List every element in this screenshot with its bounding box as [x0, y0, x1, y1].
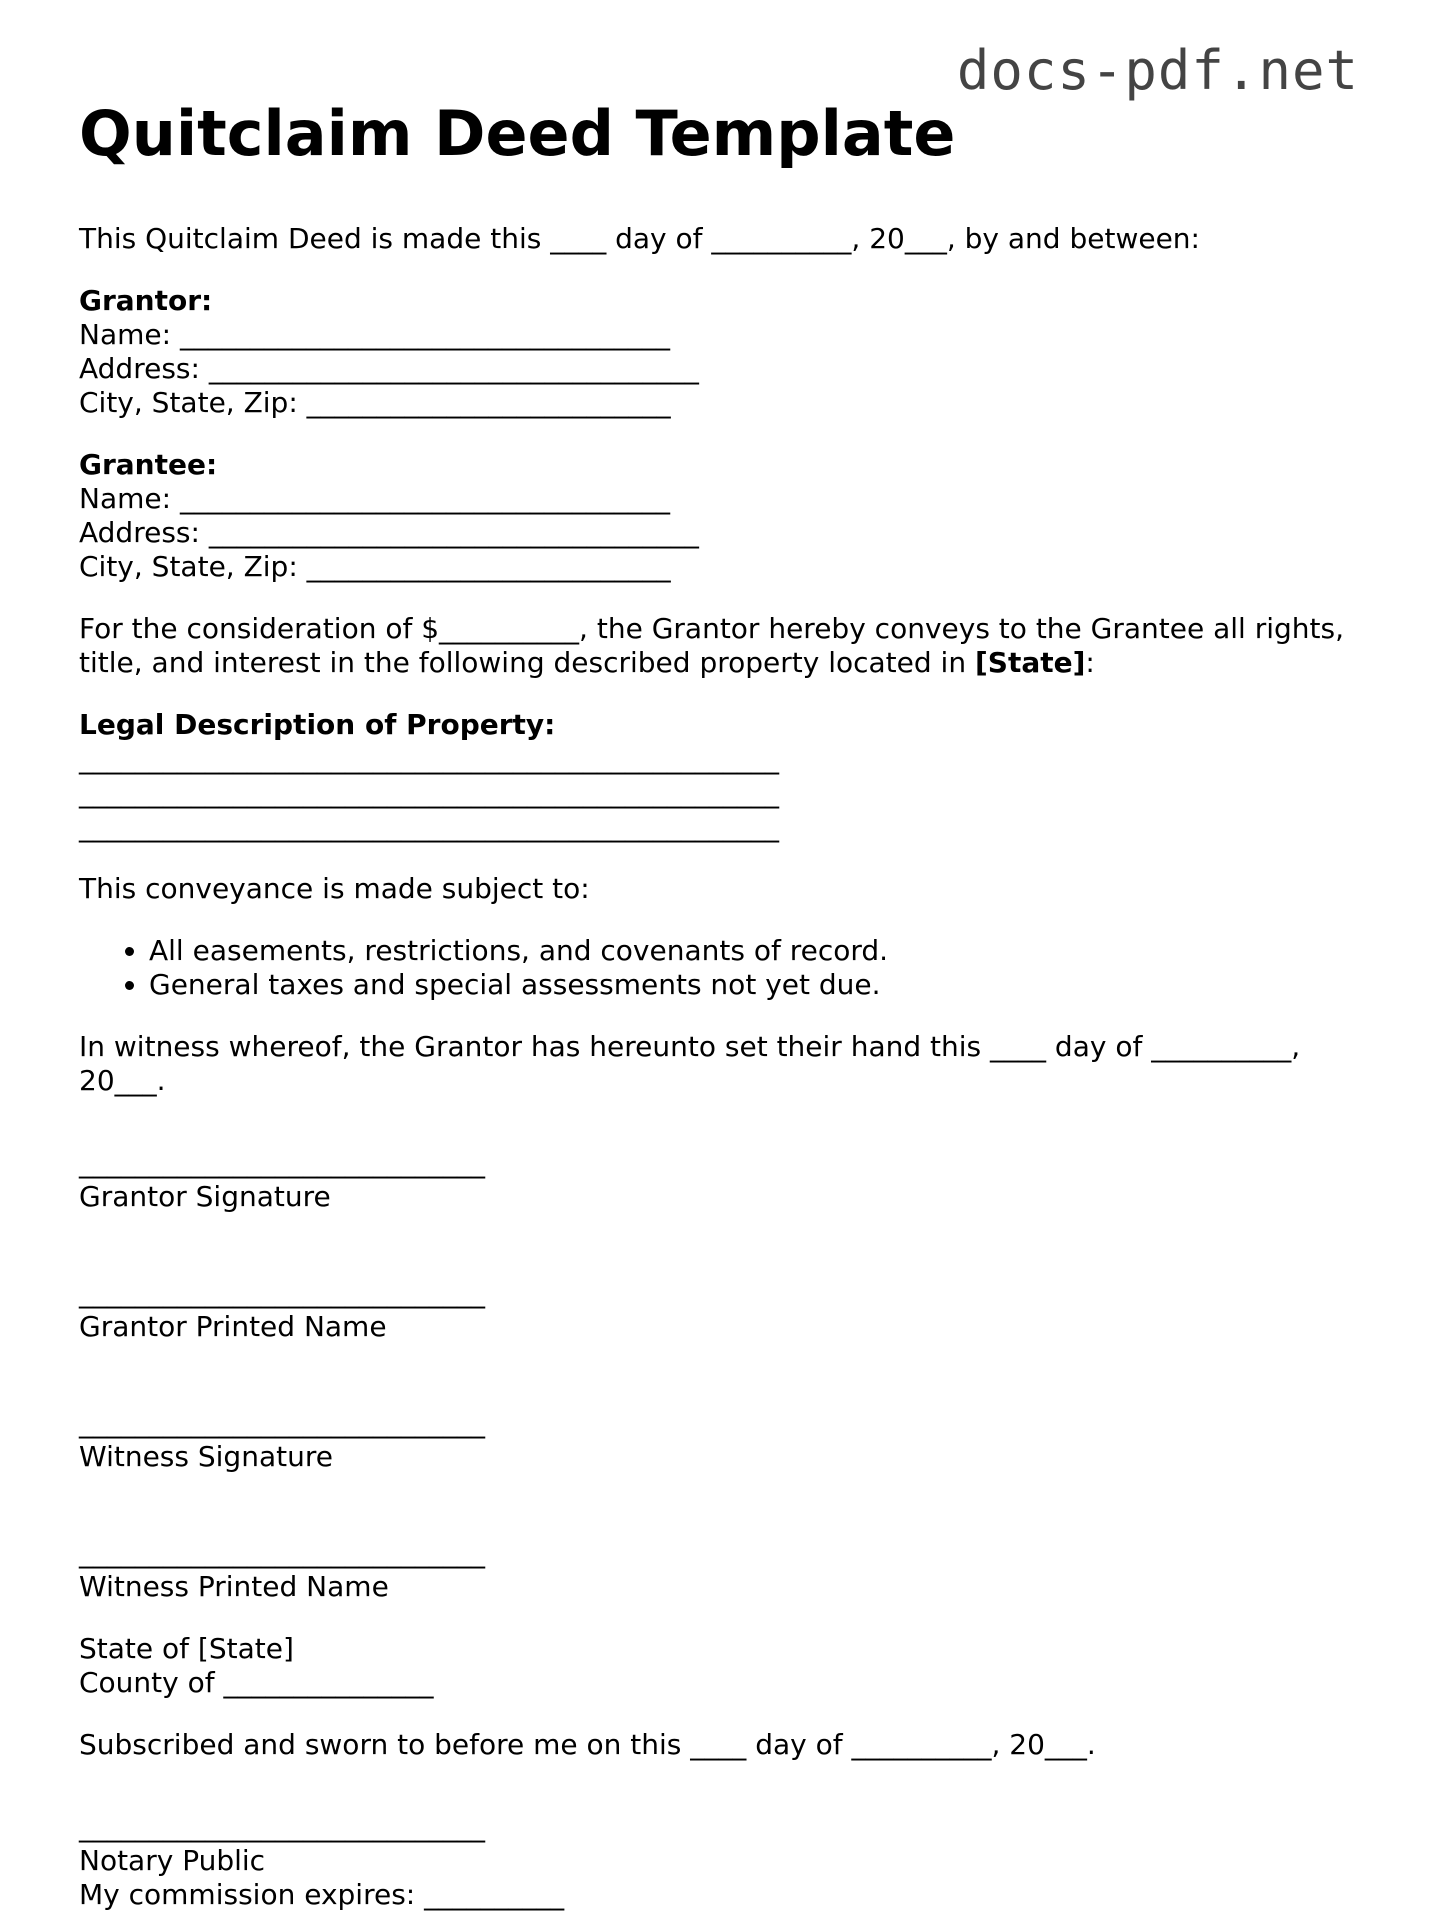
grantor-city-field: City, State, Zip: __________________________ [79, 386, 671, 419]
consideration-text: For the consideration of $__________, the Grantor hereby conveys to the Grantee all rights, title, and interest in the following described property located in [79, 612, 1345, 679]
commission-expires: My commission expires: __________ [79, 1878, 565, 1911]
grantee-heading: Grantee: [79, 448, 218, 481]
legal-description-heading: Legal Description of Property: [79, 708, 556, 741]
grantor-name-field: Name: ___________________________________ [79, 318, 670, 351]
subject-intro-text: This conveyance is made subject to: [79, 872, 590, 905]
signature-label: Witness Printed Name [79, 1570, 389, 1603]
subject-intro [79, 872, 1369, 906]
subject-list [79, 934, 1369, 1002]
watermark: docs-pdf.net [956, 39, 1359, 102]
notary-signature-block [79, 1810, 1369, 1912]
signature-line: _____________________________ [79, 1810, 485, 1843]
signature-line: _____________________________ [79, 1146, 485, 1179]
witness-signature-block [79, 1406, 1369, 1474]
notary-public-label: Notary Public [79, 1844, 266, 1877]
witness-clause: In witness whereof, the Grantor has hereunto set their hand this ____ day of __________, 20___. [79, 1030, 1301, 1097]
list-item: • All easements, restrictions, and covenants of record. [149, 934, 1369, 968]
witness-printed-name-block [79, 1536, 1369, 1604]
intro-text: This Quitclaim Deed is made this ____ day of __________, 20___, by and between: [79, 222, 1200, 255]
notary-state: State of [State] [79, 1632, 294, 1665]
notary-sworn-text: Subscribed and sworn to before me on this ____ day of __________, 20___. [79, 1728, 1096, 1761]
page-title: Quitclaim Deed Template [79, 97, 956, 170]
consideration-paragraph [79, 612, 1369, 680]
legal-description-line: __________________________________________________ [79, 810, 779, 843]
grantor-section [79, 284, 1369, 420]
intro-paragraph [79, 222, 1369, 256]
state-placeholder: [State] [974, 646, 1086, 679]
signature-label: Grantor Printed Name [79, 1310, 387, 1343]
grantor-printed-name-block [79, 1276, 1369, 1344]
signature-line: _____________________________ [79, 1276, 485, 1309]
signature-line: _____________________________ [79, 1406, 485, 1439]
signature-label: Witness Signature [79, 1440, 333, 1473]
document-body [79, 96, 1369, 1912]
notary-county: County of _______________ [79, 1666, 434, 1699]
grantee-city-field: City, State, Zip: __________________________ [79, 550, 671, 583]
consideration-suffix: : [1085, 646, 1095, 679]
grantor-signature-block [79, 1146, 1369, 1214]
notary-sworn [79, 1728, 1369, 1762]
grantee-address-field: Address: ___________________________________ [79, 516, 699, 549]
legal-description-section [79, 708, 1369, 844]
grantee-name-field: Name: ___________________________________ [79, 482, 670, 515]
signature-label: Grantor Signature [79, 1180, 331, 1213]
list-item: • General taxes and special assessments not yet due. [149, 968, 1369, 1002]
legal-description-line: __________________________________________________ [79, 776, 779, 809]
signature-line: _____________________________ [79, 1536, 485, 1569]
legal-description-line: __________________________________________________ [79, 742, 779, 775]
grantor-heading: Grantor: [79, 284, 213, 317]
grantee-section [79, 448, 1369, 584]
grantor-address-field: Address: ___________________________________ [79, 352, 699, 385]
notary-venue [79, 1632, 1369, 1700]
